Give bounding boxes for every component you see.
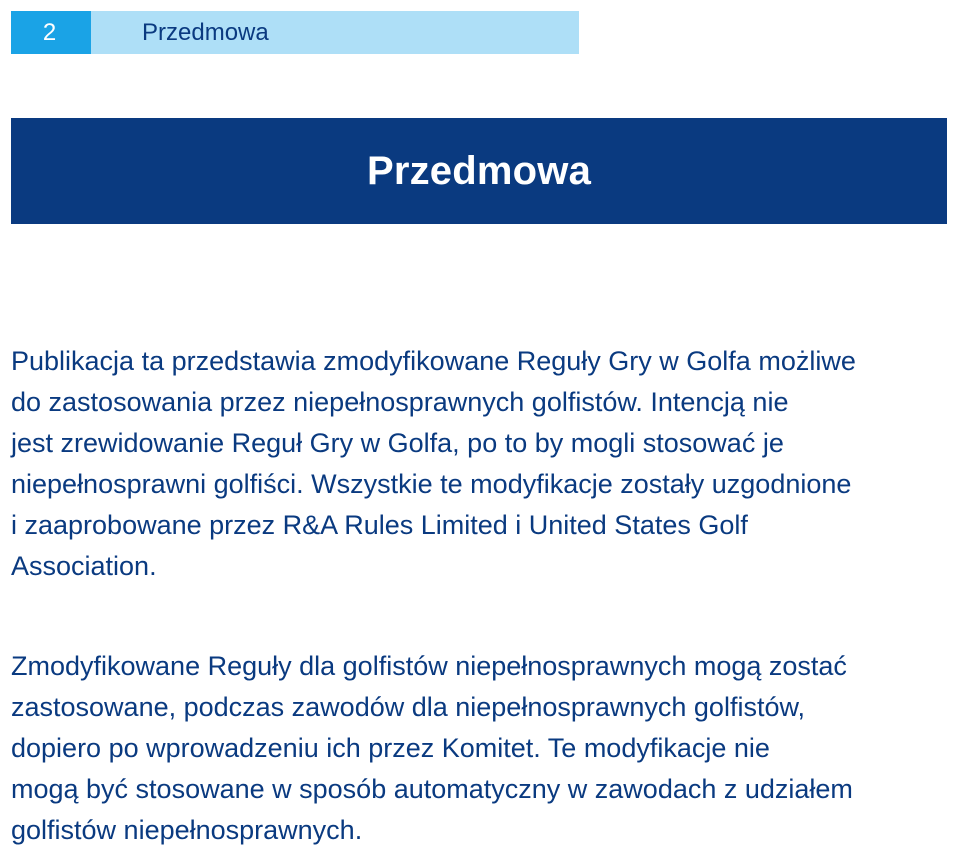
- body-paragraph-1: Publikacja ta przedstawia zmodyfikowane Reguły Gry w Golfa możliwe do zastosowania przez niepełnosprawnych golfistów. Intencją nie jest zrewidowanie Reguł Gry w Golfa, po to by mogli stosować je niepełnosprawni golfiści. Wszystkie te modyfikacje zostały uzgodnione i zaaprobowane przez R&A Rules Limited i United States Golf Association.: [11, 346, 856, 581]
- body-paragraph-2: Zmodyfikowane Reguły dla golfistów niepełnosprawnych mogą zostać zastosowane, podczas zawodów dla niepełnosprawnych golfistów, dopiero po wprowadzeniu ich przez Komitet. Te modyfikacje nie mogą być stosowane w sposób automatyczny w zawodach z udziałem golfistów niepełnosprawnych.: [11, 651, 853, 845]
- running-header: [11, 11, 579, 54]
- page-title: Przedmowa: [366, 148, 592, 193]
- page-number: 2: [11, 11, 91, 54]
- running-title: Przedmowa: [91, 11, 579, 54]
- title-banner: [11, 118, 947, 224]
